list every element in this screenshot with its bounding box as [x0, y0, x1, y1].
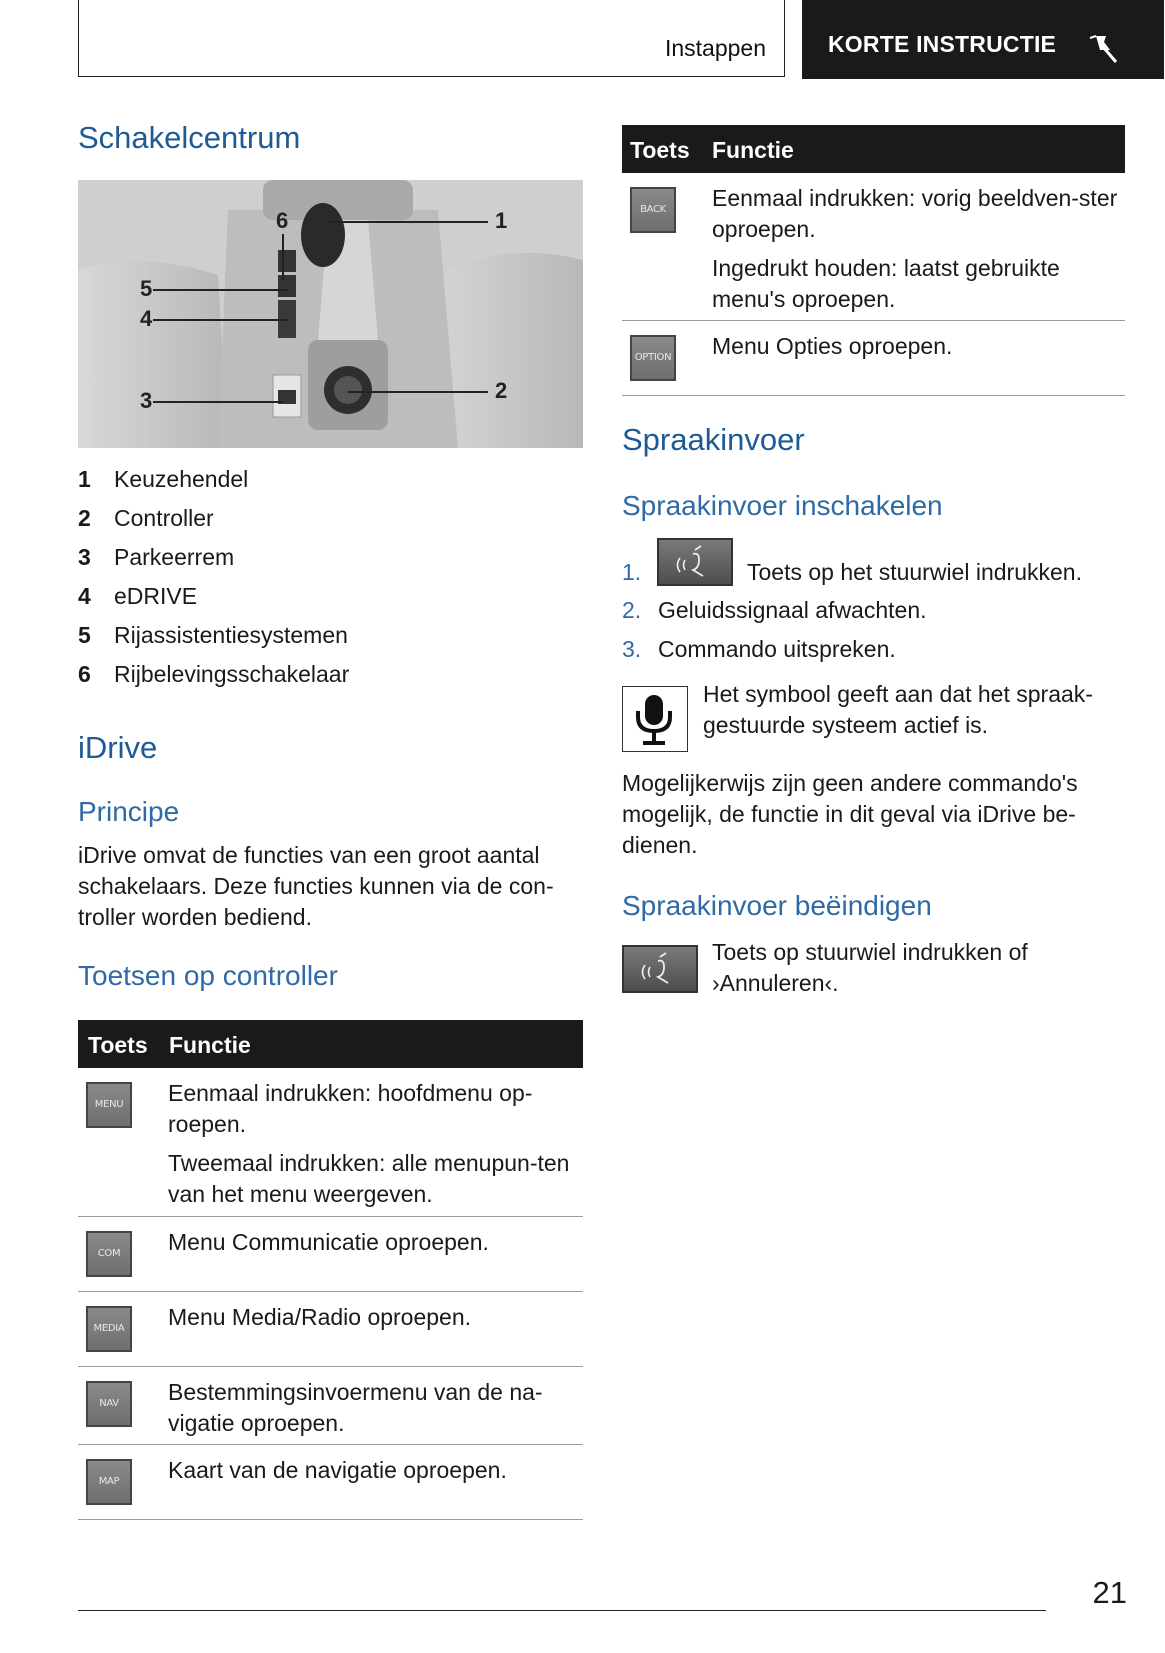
row-text: Menu Opties oproepen. — [712, 333, 953, 359]
heading-principe: Principe — [78, 796, 180, 827]
row-text: Tweemaal indrukken: alle menupun-ten van het menu weergeven. — [168, 1150, 570, 1207]
callout-1: 1 — [495, 208, 508, 233]
shift-console-photo — [78, 180, 583, 448]
heading-toetsen: Toetsen op controller — [78, 960, 338, 991]
legend-item: 3 Parkeerrem — [78, 544, 235, 570]
heading-inschakelen: Spraakinvoer inschakelen — [622, 490, 943, 521]
pin-icon — [1086, 30, 1120, 64]
callout-5: 5 — [140, 276, 153, 301]
callout-4: 4 — [140, 306, 153, 331]
end-text: Toets op stuurwiel indrukken of ›Annuleren‹. — [712, 939, 1028, 996]
row-text: Ingedrukt houden: laatst gebruikte menu's oproepen. — [712, 255, 1060, 312]
row-text: Eenmaal indrukken: vorig beeldven-ster oproepen. — [712, 185, 1118, 242]
legend-item: 6 Rijbelevingsschakelaar — [78, 661, 350, 687]
legend-item: 4 eDRIVE — [78, 583, 198, 609]
legend-item: 5 Rijassistentiesystemen — [78, 622, 348, 648]
col-functie: Functie — [712, 137, 794, 163]
chapter-tab[interactable] — [802, 0, 1164, 79]
table-row — [622, 321, 1125, 396]
console-illustration — [78, 180, 583, 448]
col-toets: Toets — [88, 1032, 148, 1058]
row-text: Menu Media/Radio oproepen. — [168, 1304, 472, 1330]
heading-spraakinvoer: Spraakinvoer — [622, 422, 805, 457]
row-text: Kaart van de navigatie oproepen. — [168, 1457, 507, 1483]
menu-key-icon: MENU — [86, 1082, 132, 1128]
chapter-tab-label: KORTE INSTRUCTIE — [828, 31, 1057, 57]
table-row — [78, 1445, 583, 1520]
callout-2: 2 — [495, 378, 508, 403]
heading-schakelcentrum: Schakelcentrum — [78, 120, 301, 155]
controller-table-header — [78, 1020, 583, 1068]
step-item: 2. Geluidssignaal afwachten. — [622, 597, 927, 623]
page-number: 21 — [1092, 1575, 1127, 1610]
note-text: Mogelijkerwijs zijn geen andere commando's mogelijk, de functie in dit geval via iDrive be-dienen. — [622, 770, 1078, 858]
header-frame — [78, 0, 785, 77]
callout-3: 3 — [140, 388, 153, 413]
row-text: Bestemmingsinvoermenu van de na-vigatie oproepen. — [168, 1379, 543, 1436]
col-toets: Toets — [630, 137, 690, 163]
callout-6: 6 — [276, 208, 289, 233]
table-row — [78, 1217, 583, 1292]
step-item: 1. Toets op het stuurwiel indrukken. — [622, 559, 1082, 585]
nav-key-icon: NAV — [86, 1381, 132, 1427]
option-table-header — [622, 125, 1125, 173]
step-item: 3. Commando uitspreken. — [622, 636, 896, 662]
table-row — [622, 173, 1125, 321]
legend-item: 1 Keuzehendel — [78, 466, 249, 492]
row-text: Menu Communicatie oproepen. — [168, 1229, 489, 1255]
legend-item: 2 Controller — [78, 505, 214, 531]
row-text: Eenmaal indrukken: hoofdmenu op-roepen. — [168, 1080, 533, 1137]
back-key-icon: BACK — [630, 187, 676, 233]
media-key-icon: MEDIA — [86, 1306, 132, 1352]
voice-button-icon — [622, 945, 698, 993]
option-key-icon: OPTION — [630, 335, 676, 381]
footer-rule — [78, 1610, 1046, 1611]
table-row — [78, 1068, 583, 1217]
heading-idrive: iDrive — [78, 730, 158, 765]
table-row — [78, 1367, 583, 1445]
map-key-icon: MAP — [86, 1459, 132, 1505]
heading-beeindigen: Spraakinvoer beëindigen — [622, 890, 932, 921]
com-key-icon: COM — [86, 1231, 132, 1277]
symbol-text: Het symbool geeft aan dat het spraak-gestuurde systeem actief is. — [703, 681, 1093, 738]
section-title: Instappen — [664, 35, 766, 61]
microphone-icon — [622, 686, 688, 752]
principe-text: iDrive omvat de functies van een groot aantal schakelaars. Deze functies kunnen via de con-troller worden bediend. — [78, 842, 554, 930]
col-functie: Functie — [169, 1032, 251, 1058]
table-row — [78, 1292, 583, 1367]
